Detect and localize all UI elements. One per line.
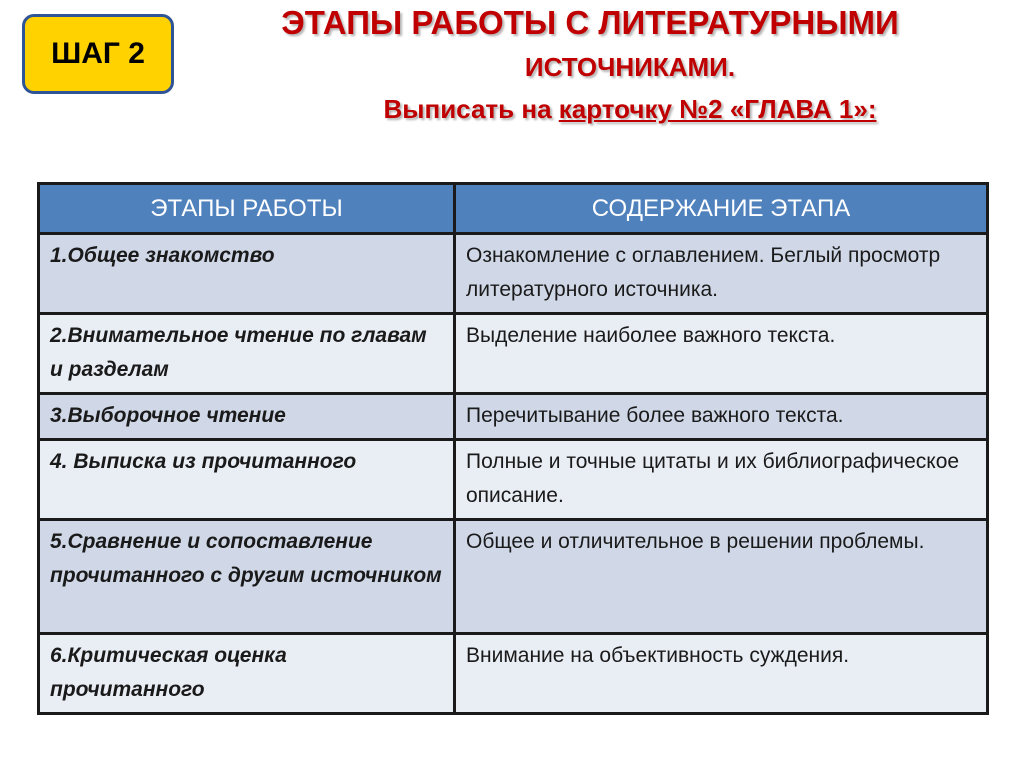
stage-cell: 3.Выборочное чтение [39, 394, 455, 440]
stage-cell: 5.Сравнение и сопоставление прочитанного с другим источником [39, 520, 455, 634]
content-cell: Полные и точные цитаты и их библиографическое описание. [455, 440, 988, 520]
title-line-3 [200, 94, 1024, 125]
title-line-1: ЭТАПЫ РАБОТЫ С ЛИТЕРАТУРНЫМИ [281, 4, 899, 41]
step-badge [22, 14, 174, 94]
content-cell: Выделение наиболее важного текста. [455, 314, 988, 394]
title-line-3-underlined: карточку №2 «ГЛАВА 1»: [558, 94, 877, 124]
table-row [39, 440, 988, 520]
table-row [39, 520, 988, 634]
table-row [39, 314, 988, 394]
table-row [39, 634, 988, 714]
title-line-3-prefix: Выписать на [383, 94, 559, 124]
table-row [39, 394, 988, 440]
table-header-row [39, 184, 988, 234]
content-cell: Перечитывание более важного текста. [455, 394, 988, 440]
header-stages: ЭТАПЫ РАБОТЫ [39, 184, 455, 234]
stages-table [37, 182, 989, 715]
stage-cell: 1.Общее знакомство [39, 234, 455, 314]
content-cell: Ознакомление с оглавлением. Беглый просмотр литературного источника. [455, 234, 988, 314]
step-badge-label: ШАГ 2 [51, 37, 145, 70]
content-cell: Внимание на объективность суждения. [455, 634, 988, 714]
stage-cell: 2.Внимательное чтение по главам и разделам [39, 314, 455, 394]
title-line-2: ИСТОЧНИКАМИ. [524, 52, 736, 82]
header-content: СОДЕРЖАНИЕ ЭТАПА [455, 184, 988, 234]
table-row [39, 234, 988, 314]
stage-cell: 6.Критическая оценка прочитанного [39, 634, 455, 714]
content-cell: Общее и отличительное в решении проблемы. [455, 520, 988, 634]
stage-cell: 4. Выписка из прочитанного [39, 440, 455, 520]
